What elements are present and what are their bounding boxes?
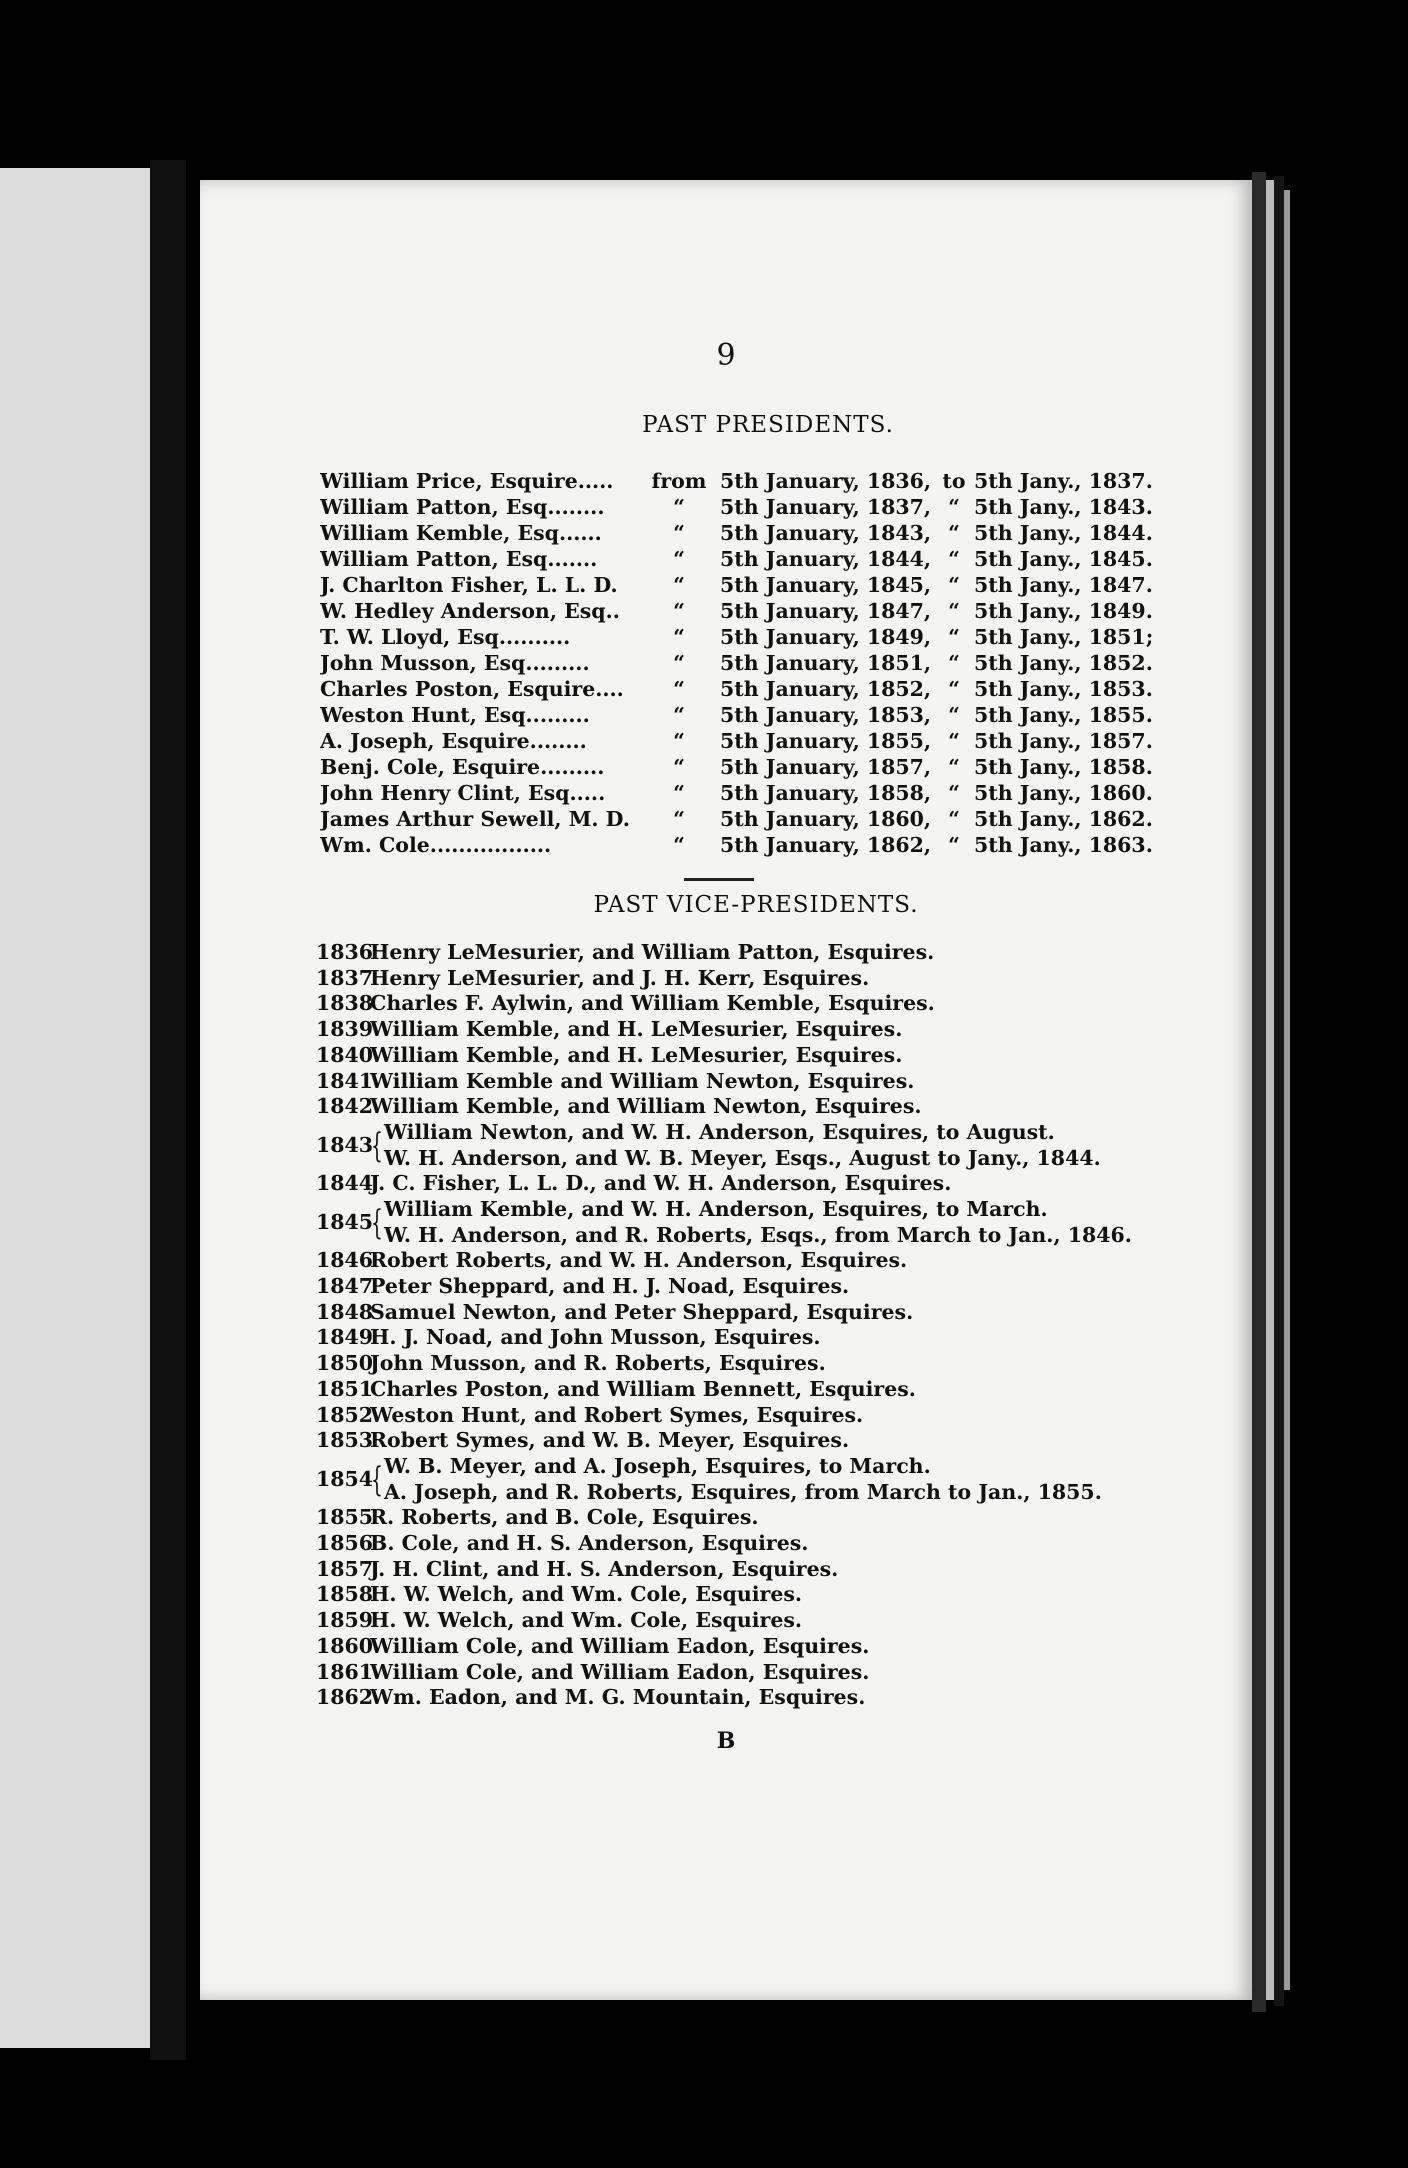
vice-president-year: 1861: [316, 1659, 374, 1684]
vice-president-year: 1860: [316, 1633, 374, 1658]
term-from-marker: “: [673, 521, 685, 545]
term-from-marker: “: [673, 495, 685, 519]
term-start-date: 5th January, 1858,: [720, 781, 932, 805]
vice-president-entry: William Newton, and W. H. Anderson, Esquires, to August.: [384, 1119, 1055, 1144]
past-presidents-heading: PAST PRESIDENTS.: [642, 412, 894, 438]
term-start-date: 5th January, 1837,: [720, 495, 932, 519]
term-start-date: 5th January, 1844,: [720, 547, 932, 571]
vice-president-year: 1846: [316, 1248, 374, 1273]
vice-president-entry: Weston Hunt, and Robert Symes, Esquires.: [370, 1402, 864, 1427]
term-end-date: 5th Jany., 1852.: [974, 651, 1153, 675]
president-row: [320, 520, 1153, 546]
term-end-date: 5th Jany., 1845.: [974, 547, 1153, 571]
vice-president-entry: Samuel Newton, and Peter Sheppard, Esquires.: [370, 1299, 914, 1324]
term-from-marker: “: [673, 703, 685, 727]
term-from-marker: “: [673, 677, 685, 701]
vice-president-row: [316, 1634, 1176, 1660]
president-name: William Patton, Esq........: [320, 495, 605, 519]
president-row: [320, 624, 1154, 650]
vice-president-entry: Henry LeMesurier, and William Patton, Esquires.: [370, 940, 935, 964]
vice-president-row: [316, 1248, 1176, 1274]
term-to-marker: “: [948, 755, 960, 779]
page-edge: [1252, 172, 1266, 2012]
vice-president-year: 1851: [316, 1376, 374, 1401]
president-row: [320, 754, 1153, 780]
vice-president-year: 1843: [316, 1132, 374, 1157]
vice-president-row: [316, 1017, 1176, 1043]
term-end-date: 5th Jany., 1837.: [974, 469, 1153, 493]
vice-president-entry: John Musson, and R. Roberts, Esquires.: [370, 1351, 826, 1376]
vice-president-year: 1849: [316, 1325, 374, 1350]
term-start-date: 5th January, 1845,: [720, 573, 932, 597]
term-from-marker: “: [673, 807, 685, 831]
vice-president-row: [316, 1300, 1176, 1326]
vice-president-entry: Henry LeMesurier, and J. H. Kerr, Esquires.: [370, 965, 870, 990]
page-edge: [1274, 176, 1284, 2006]
vice-president-row: [316, 1608, 1176, 1634]
vice-president-entry: W. B. Meyer, and A. Joseph, Esquires, to March.: [384, 1454, 931, 1478]
vice-president-entry: Charles F. Aylwin, and William Kemble, Esquires.: [370, 991, 935, 1016]
vice-president-entry: William Kemble, and H. LeMesurier, Esquires.: [370, 1017, 903, 1042]
vice-president-entry: H. W. Welch, and Wm. Cole, Esquires.: [370, 1582, 803, 1607]
vice-president-entry: William Kemble and William Newton, Esquires.: [370, 1068, 915, 1093]
vice-president-row: [316, 1043, 1176, 1069]
term-from-marker: “: [673, 547, 685, 571]
term-start-date: 5th January, 1860,: [720, 807, 932, 831]
term-start-date: 5th January, 1847,: [720, 599, 932, 623]
term-end-date: 5th Jany., 1858.: [974, 755, 1153, 779]
president-name: John Musson, Esq.........: [320, 651, 590, 675]
vice-president-entry: J. C. Fisher, L. L. D., and W. H. Anderson, Esquires.: [370, 1171, 952, 1196]
president-row: [320, 468, 1153, 494]
term-to-marker: “: [948, 781, 960, 805]
vice-president-year: 1859: [316, 1608, 374, 1633]
term-start-date: 5th January, 1852,: [720, 677, 932, 701]
president-name: J. Charlton Fisher, L. L. D.: [320, 573, 618, 597]
president-row: [320, 650, 1153, 676]
term-from-marker: “: [673, 625, 685, 649]
term-start-date: 5th January, 1857,: [720, 755, 932, 779]
term-to-marker: to: [942, 469, 966, 493]
vice-president-row: [316, 1069, 1176, 1095]
term-end-date: 5th Jany., 1857.: [974, 729, 1153, 753]
vice-president-row: [316, 1120, 1176, 1171]
brace-glyph: {: [371, 1125, 383, 1166]
vice-president-year: 1845: [316, 1209, 374, 1234]
vice-president-year: 1836: [316, 940, 374, 964]
term-end-date: 5th Jany., 1855.: [974, 703, 1153, 727]
book-gutter: [150, 160, 186, 2060]
president-name: William Price, Esquire.....: [320, 469, 614, 493]
past-vice-presidents-heading: PAST VICE-PRESIDENTS.: [593, 892, 919, 918]
term-end-date: 5th Jany., 1863.: [974, 833, 1153, 857]
president-row: [320, 494, 1153, 520]
vice-president-entry: William Kemble, and William Newton, Esquires.: [370, 1094, 922, 1119]
term-to-marker: “: [948, 521, 960, 545]
term-end-date: 5th Jany., 1847.: [974, 573, 1153, 597]
vice-president-entry: A. Joseph, and R. Roberts, Esquires, from March to Jan., 1855.: [384, 1479, 1102, 1504]
president-name: Wm. Cole.................: [320, 833, 552, 857]
president-name: T. W. Lloyd, Esq..........: [320, 625, 571, 649]
term-to-marker: “: [948, 573, 960, 597]
vice-president-row: [316, 1197, 1176, 1248]
page-edge: [1284, 190, 1290, 1990]
vice-president-row: [316, 940, 1176, 966]
brace-glyph: {: [371, 1202, 383, 1243]
vice-president-entries: [384, 1197, 1176, 1248]
vice-president-entry: Peter Sheppard, and H. J. Noad, Esquires.: [370, 1274, 850, 1299]
page-edge: [1266, 180, 1274, 2000]
vice-president-row: [316, 1377, 1176, 1403]
brace-glyph: {: [371, 1459, 383, 1500]
president-row: [320, 702, 1153, 728]
vice-president-entry: Robert Symes, and W. B. Meyer, Esquires.: [370, 1428, 850, 1453]
term-end-date: 5th Jany., 1853.: [974, 677, 1153, 701]
president-name: W. Hedley Anderson, Esq..: [320, 599, 620, 623]
document-page: [200, 180, 1252, 2000]
vice-president-year: 1858: [316, 1582, 374, 1607]
term-end-date: 5th Jany., 1849.: [974, 599, 1153, 623]
president-name: James Arthur Sewell, M. D.: [320, 807, 630, 831]
term-to-marker: “: [948, 599, 960, 623]
vice-president-row: [316, 1531, 1176, 1557]
vice-president-row: [316, 1351, 1176, 1377]
term-to-marker: “: [948, 625, 960, 649]
term-to-marker: “: [948, 677, 960, 701]
president-row: [320, 572, 1153, 598]
section-divider: [684, 878, 754, 881]
vice-president-entries: [384, 1120, 1176, 1171]
term-end-date: 5th Jany., 1844.: [974, 521, 1153, 545]
president-name: William Patton, Esq.......: [320, 547, 598, 571]
president-name: Charles Poston, Esquire....: [320, 677, 624, 701]
term-start-date: 5th January, 1849,: [720, 625, 932, 649]
term-from-marker: “: [673, 781, 685, 805]
term-from-marker: “: [673, 755, 685, 779]
vice-president-entry: H. W. Welch, and Wm. Cole, Esquires.: [370, 1608, 803, 1633]
vice-president-entry: Wm. Eadon, and M. G. Mountain, Esquires.: [370, 1685, 866, 1710]
term-to-marker: “: [948, 495, 960, 519]
vice-president-entry: H. J. Noad, and John Musson, Esquires.: [370, 1325, 821, 1350]
president-row: [320, 806, 1153, 832]
vice-president-entry: R. Roberts, and B. Cole, Esquires.: [370, 1505, 759, 1530]
vice-president-year: 1856: [316, 1531, 374, 1556]
vice-president-year: 1848: [316, 1299, 374, 1324]
term-to-marker: “: [948, 703, 960, 727]
term-end-date: 5th Jany., 1851;: [974, 625, 1154, 649]
president-row: [320, 598, 1153, 624]
vice-president-year: 1862: [316, 1685, 374, 1710]
vice-president-year: 1842: [316, 1094, 374, 1119]
term-from-marker: “: [673, 651, 685, 675]
term-from-marker: “: [673, 833, 685, 857]
past-vice-presidents-list: [316, 940, 1176, 1711]
vice-president-row: [316, 1505, 1176, 1531]
vice-president-year: 1841: [316, 1068, 374, 1093]
term-end-date: 5th Jany., 1843.: [974, 495, 1153, 519]
term-start-date: 5th January, 1862,: [720, 833, 932, 857]
vice-president-row: [316, 1428, 1176, 1454]
vice-president-row: [316, 1660, 1176, 1686]
vice-president-year: 1840: [316, 1042, 374, 1067]
term-from-marker: “: [673, 729, 685, 753]
vice-president-row: [316, 1403, 1176, 1429]
term-to-marker: “: [948, 729, 960, 753]
term-from-marker: “: [673, 599, 685, 623]
term-start-date: 5th January, 1843,: [720, 521, 932, 545]
vice-president-entry: William Cole, and William Eadon, Esquires.: [370, 1659, 870, 1684]
vice-president-year: 1853: [316, 1428, 374, 1453]
president-row: [320, 780, 1153, 806]
page-number: 9: [716, 338, 736, 373]
vice-president-row: [316, 966, 1176, 992]
vice-president-year: 1839: [316, 1017, 374, 1042]
vice-president-row: [316, 1325, 1176, 1351]
term-to-marker: “: [948, 833, 960, 857]
president-row: [320, 832, 1153, 858]
term-from-marker: “: [673, 573, 685, 597]
vice-president-row: [316, 1171, 1176, 1197]
president-name: William Kemble, Esq......: [320, 521, 602, 545]
vice-president-row: [316, 1454, 1176, 1505]
vice-president-row: [316, 1094, 1176, 1120]
vice-president-row: [316, 1274, 1176, 1300]
vice-president-year: 1844: [316, 1171, 374, 1196]
term-start-date: 5th January, 1836,: [720, 469, 932, 493]
president-row: [320, 546, 1153, 572]
vice-president-entry: William Cole, and William Eadon, Esquires.: [370, 1633, 870, 1658]
vice-president-row: [316, 1557, 1176, 1583]
vice-president-entry: William Kemble, and W. H. Anderson, Esquires, to March.: [384, 1197, 1048, 1221]
vice-president-year: 1838: [316, 991, 374, 1016]
vice-president-row: [316, 991, 1176, 1017]
president-name: John Henry Clint, Esq.....: [320, 781, 606, 805]
president-row: [320, 676, 1153, 702]
term-from-marker: from: [651, 469, 707, 493]
term-end-date: 5th Jany., 1860.: [974, 781, 1153, 805]
vice-president-entry: J. H. Clint, and H. S. Anderson, Esquires.: [370, 1556, 839, 1581]
term-start-date: 5th January, 1851,: [720, 651, 932, 675]
vice-president-entries: [384, 1454, 1176, 1505]
president-name: Weston Hunt, Esq.........: [320, 703, 590, 727]
vice-president-year: 1852: [316, 1402, 374, 1427]
past-presidents-table: [320, 468, 1154, 858]
vice-president-year: 1837: [316, 965, 374, 990]
term-start-date: 5th January, 1855,: [720, 729, 932, 753]
signature-mark: B: [716, 1728, 736, 1754]
term-to-marker: “: [948, 807, 960, 831]
term-start-date: 5th January, 1853,: [720, 703, 932, 727]
term-to-marker: “: [948, 547, 960, 571]
vice-president-row: [316, 1582, 1176, 1608]
president-name: Benj. Cole, Esquire.........: [320, 755, 605, 779]
vice-president-entry: W. H. Anderson, and W. B. Meyer, Esqs., August to Jany., 1844.: [384, 1145, 1101, 1170]
vice-president-entry: W. H. Anderson, and R. Roberts, Esqs., from March to Jan., 1846.: [384, 1222, 1132, 1247]
vice-president-year: 1850: [316, 1351, 374, 1376]
vice-president-row: [316, 1685, 1176, 1711]
vice-president-year: 1854: [316, 1466, 374, 1491]
president-name: A. Joseph, Esquire........: [320, 729, 587, 753]
vice-president-entry: Robert Roberts, and W. H. Anderson, Esquires.: [370, 1248, 908, 1273]
vice-president-entry: Charles Poston, and William Bennett, Esquires.: [370, 1376, 916, 1401]
vice-president-entry: William Kemble, and H. LeMesurier, Esquires.: [370, 1042, 903, 1067]
vice-president-year: 1857: [316, 1556, 374, 1581]
vice-president-entry: B. Cole, and H. S. Anderson, Esquires.: [370, 1531, 809, 1556]
president-row: [320, 728, 1153, 754]
vice-president-year: 1855: [316, 1505, 374, 1530]
term-to-marker: “: [948, 651, 960, 675]
term-end-date: 5th Jany., 1862.: [974, 807, 1153, 831]
vice-president-year: 1847: [316, 1274, 374, 1299]
